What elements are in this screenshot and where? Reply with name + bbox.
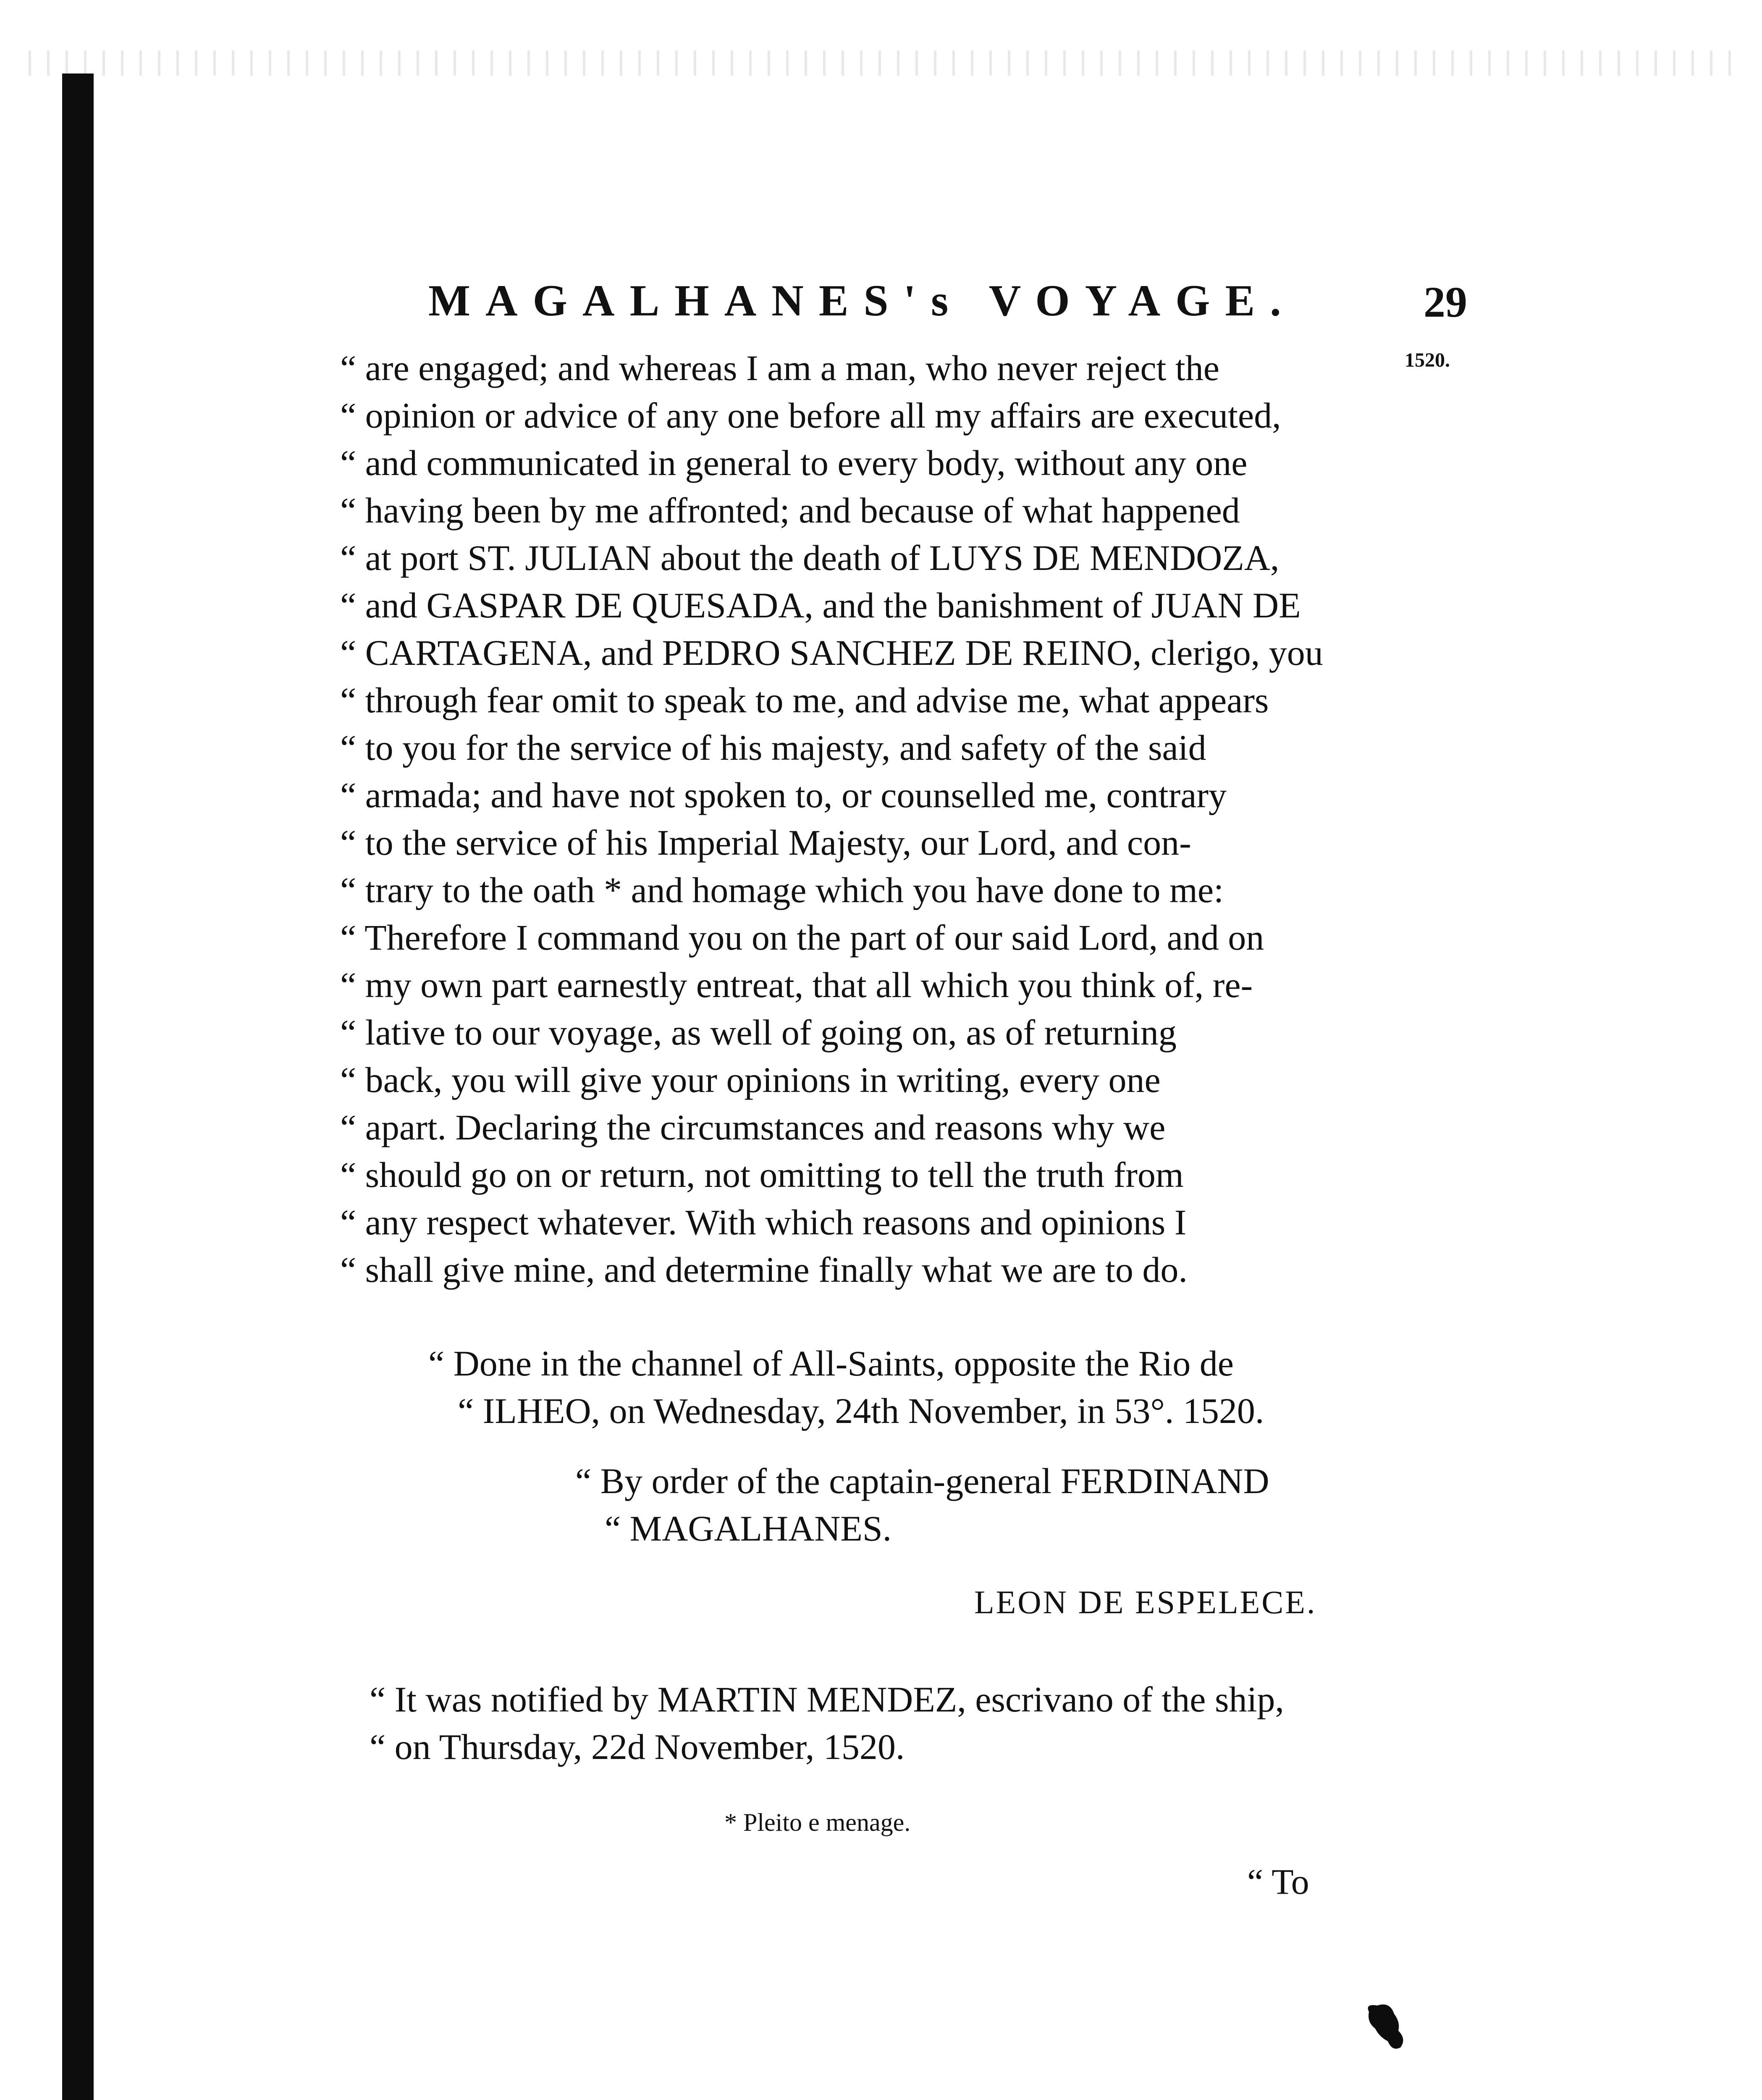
text-line: “ to you for the service of his majesty, and safety of the said <box>340 727 1206 768</box>
running-head: MAGALHANES's VOYAGE. <box>428 276 1296 325</box>
footnote: * Pleito e menage. <box>724 1809 911 1836</box>
text-line: “ are engaged; and whereas I am a man, who never reject the <box>340 348 1219 388</box>
dateline <box>428 1340 1264 1435</box>
body-paragraph <box>340 344 1348 1294</box>
order-attribution <box>575 1457 1269 1552</box>
text-line: “ back, you will give your opinions in writing, every one <box>340 1060 1161 1100</box>
scan-edge-top <box>13 50 1743 76</box>
text-line: “ through fear omit to speak to me, and advise me, what appears <box>340 680 1269 720</box>
text-line: “ shall give mine, and determine finally what we are to do. <box>340 1250 1188 1290</box>
book-spine-shadow <box>62 74 94 2100</box>
text-line: “ my own part earnestly entreat, that all which you think of, re- <box>340 965 1253 1005</box>
text-line: “ opinion or advice of any one before all my affairs are executed, <box>340 395 1281 436</box>
dateline-line: “ ILHEO, on Wednesday, 24th November, in 53°. 1520. <box>458 1391 1264 1431</box>
text-line: “ armada; and have not spoken to, or counselled me, contrary <box>340 775 1227 815</box>
text-line: “ and communicated in general to every body, without any one <box>340 443 1248 483</box>
text-line: “ should go on or return, not omitting to tell the truth from <box>340 1155 1184 1195</box>
text-line: “ any respect whatever. With which reasons and opinions I <box>340 1202 1187 1242</box>
text-line: “ Therefore I command you on the part of our said Lord, and on <box>340 917 1264 958</box>
text-line: “ having been by me affronted; and because of what happened <box>340 490 1240 530</box>
ink-blot-mark <box>1361 1999 1415 2054</box>
notification-line: “ on Thursday, 22d November, 1520. <box>370 1727 905 1767</box>
page-number: 29 <box>1424 278 1467 326</box>
notification-line: “ It was notified by MARTIN MENDEZ, escrivano of the ship, <box>370 1679 1284 1719</box>
notification-note <box>370 1676 1284 1771</box>
text-line: “ lative to our voyage, as well of going on, as of returning <box>340 1012 1177 1053</box>
order-line: “ By order of the captain-general FERDINAND <box>575 1461 1269 1501</box>
text-line: “ apart. Declaring the circumstances and reasons why we <box>340 1107 1166 1147</box>
signature: LEON DE ESPELECE. <box>974 1584 1317 1620</box>
text-line: “ at port ST. JULIAN about the death of LUYS DE MENDOZA, <box>340 538 1280 578</box>
text-line: “ to the service of his Imperial Majesty, our Lord, and con- <box>340 822 1191 863</box>
text-line: “ CARTAGENA, and PEDRO SANCHEZ DE REINO, clerigo, you <box>340 633 1323 673</box>
dateline-line: “ Done in the channel of All-Saints, opposite the Rio de <box>428 1343 1234 1383</box>
text-line: “ and GASPAR DE QUESADA, and the banishment of JUAN DE <box>340 585 1301 625</box>
catchword: “ To <box>1247 1861 1309 1902</box>
text-line: “ trary to the oath * and homage which you have done to me: <box>340 870 1224 910</box>
order-line: “ MAGALHANES. <box>605 1508 892 1549</box>
margin-year-note: 1520. <box>1405 349 1450 371</box>
